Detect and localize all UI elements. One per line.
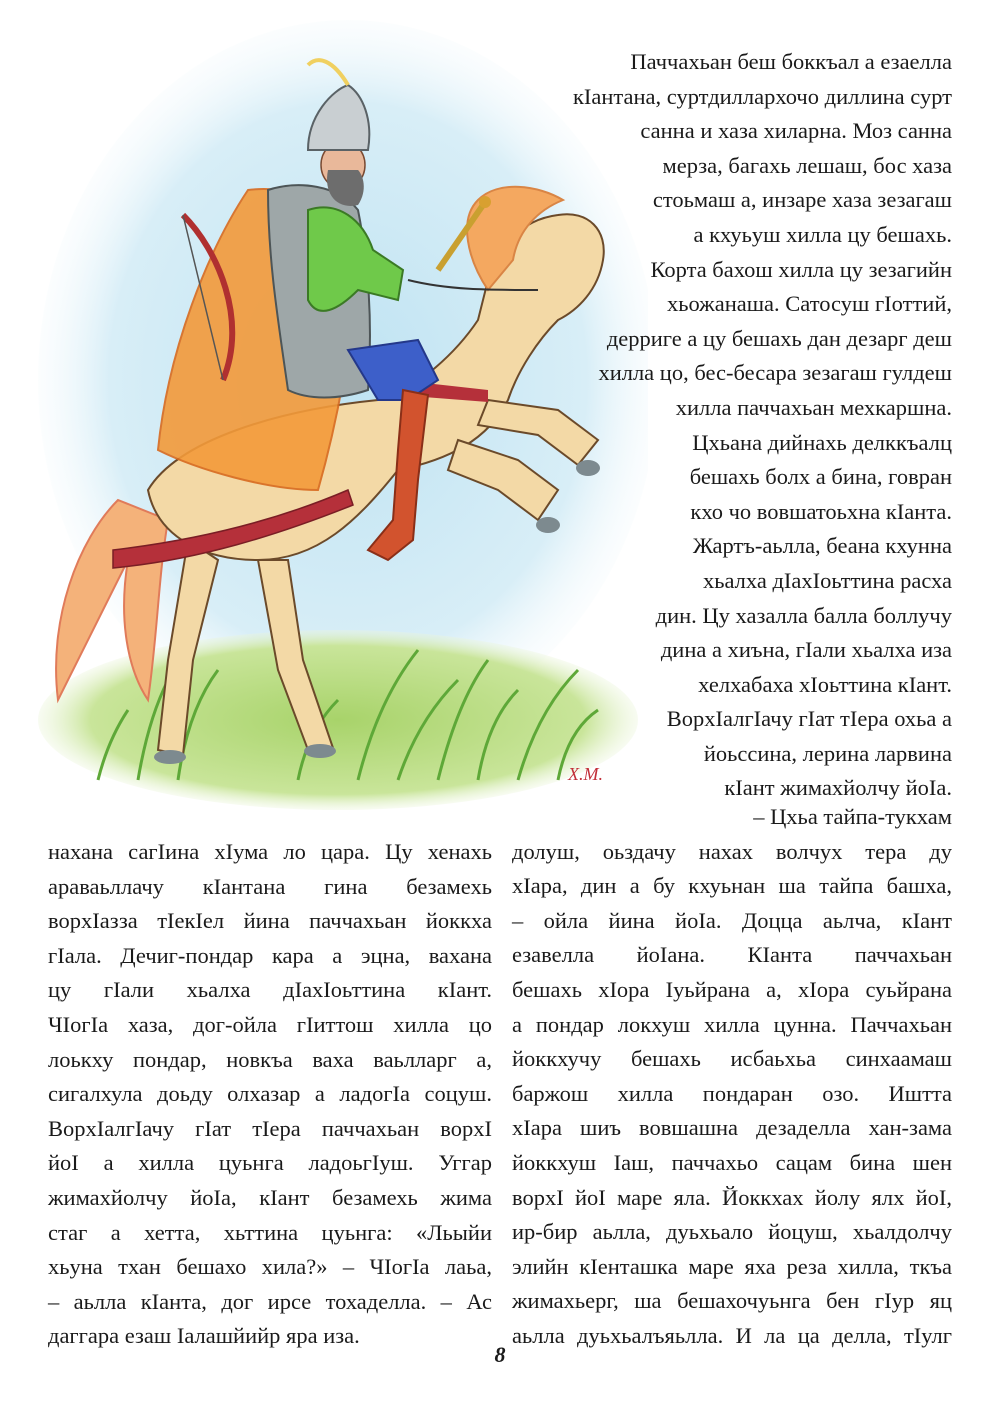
text-line: Цхьана дийнахь делккъалц (692, 429, 952, 455)
right-top-text-block (573, 45, 952, 806)
text-line: аьлла дуьхьалъяьлла. И ла ца делла, тIулг (512, 1322, 952, 1348)
text-line: хелхабаха хIоьттина кIант. (698, 671, 952, 697)
text-line: санна и хаза хиларна. Моз санна (640, 118, 952, 144)
text-line: хIара, дин а бу кхуьнан ша тайпа башха, (512, 873, 952, 899)
text-line: Жартъ-аьлла, беана кхунна (692, 533, 952, 559)
text-line: гIала. Дечиг-пондар кара а эцна, вахана (48, 942, 492, 968)
left-column-text (48, 835, 492, 1354)
text-line: нахана сагIина хIума ло цара. Цу хенахь (48, 839, 492, 864)
text-line: элийн кIенташка маре яха реза хилла, ткъа (512, 1253, 952, 1279)
text-line: кIант жимахйолчу йоIа. (724, 775, 952, 801)
text-line: йоьссина, лерина ларвина (703, 740, 952, 766)
text-line: бешахь болх а бина, говран (689, 464, 952, 490)
text-line: а кхуьуш хилла цу бешахь. (693, 221, 952, 247)
right-column-text (512, 800, 952, 1354)
text-line: хилла паччахьан мехкаршна. (675, 394, 952, 420)
text-line: ВорхIалгIачу гIат тIера охьа а (666, 706, 952, 732)
text-line: ЧIогIа хаза, дог-ойла гIиттош хилла цо (48, 1011, 492, 1037)
artist-signature: Х.М. (568, 764, 603, 784)
text-line: стаг а хетта, хьттина цуьнга: «Льыйи (48, 1219, 492, 1245)
text-line: Паччахьан беш боккъал а езаелла (630, 49, 952, 74)
text-line: хьожанаша. Сатосуш гIоттий, (666, 291, 952, 317)
text-line: езавелла йоIана. КIанта паччахьан (512, 942, 952, 968)
text-line: баржош хилла пондаран озо. Иштта (512, 1080, 952, 1106)
text-line: ВорхIалгIачу гIат тIера паччахьан ворхI (48, 1115, 492, 1141)
text-line: долуш, оьздачу нахах волчух тера ду (512, 838, 952, 864)
text-line: хьуна тхан бешахо хила?» – ЧIогIа лаьа, (48, 1254, 492, 1280)
text-line: даггара езаш Iалашйийр яра иза. (48, 1323, 360, 1349)
text-line: дерриге а цу бешахь дан дезарг деш (606, 325, 952, 351)
meadow-wash (38, 630, 638, 810)
text-line: йоI а хилла цуьнга ладоьгIуш. Уггар (48, 1150, 492, 1176)
text-line: дина а хиъна, гIали хьалха иза (660, 637, 952, 663)
text-line: кхо чо вовшатоьхна кIанта. (690, 498, 952, 524)
text-line: стоьмаш а, инзаре хаза зезагаш (652, 187, 952, 213)
text-line: мерза, багахь лешаш, бос хаза (662, 152, 952, 178)
text-line: сигалхула доьду олхазар а ладогIа соцуш. (48, 1081, 492, 1107)
knight-on-horse-illustration (18, 20, 648, 810)
text-line: кIантана, суртдиллархочо диллина сурт (572, 83, 952, 109)
text-line: – ойла йина йоIа. Доцца аьлча, кIант (512, 907, 952, 933)
text-line: а пондар локхуш хилла цунна. Паччахьан (512, 1011, 952, 1037)
text-line: цу гIали хьалха дIахIоьттина кIант. (48, 977, 492, 1003)
text-line: йоккхуш Iаш, паччахьо сацам бина шен (512, 1149, 952, 1175)
text-line: ворхIазза тIекIел йина паччахьан йоккха (48, 908, 492, 934)
text-line: хIара шиъ вовшашна дезаделла хан-зама (512, 1115, 952, 1141)
text-line: дин. Цу хазалла балла боллучу (655, 602, 952, 628)
text-line: – Цхьа тайпа-тукхам (753, 804, 952, 829)
text-line: хилла цо, бес-бесара зезагаш гулдеш (598, 360, 952, 386)
text-line: ир-бир аьлла, дуьхьало йоцуш, хьалдолчу (512, 1219, 952, 1245)
text-line: бешахь хIора Iуьйрана а, хIора суьйрана (512, 976, 952, 1002)
text-line: Корта бахош хилла цу зезагийн (650, 256, 952, 282)
text-line: жимахйолчу йоIа, кIант безамехь жима (48, 1184, 492, 1210)
text-line: лоькху пондар, новкъа ваха ваьлларг а, (48, 1046, 492, 1072)
text-line: йоккхучу бешахь исбаьхьа синхаамаш (512, 1046, 952, 1072)
text-line: хьалха дIахIоьттина расха (702, 567, 952, 593)
text-line: жимахьерг, ша бешахочуьнга бен гIур яц (512, 1288, 952, 1314)
text-line: – аьлла кIанта, дог ирсе тохаделла. – Ас (48, 1288, 492, 1314)
text-line: араваьллачу кIантана гина безамехь (48, 873, 492, 899)
page-number: 8 (494, 1342, 506, 1367)
text-line: ворхI йоI маре яла. Йоккхах йолу ялх йоI, (512, 1184, 952, 1210)
